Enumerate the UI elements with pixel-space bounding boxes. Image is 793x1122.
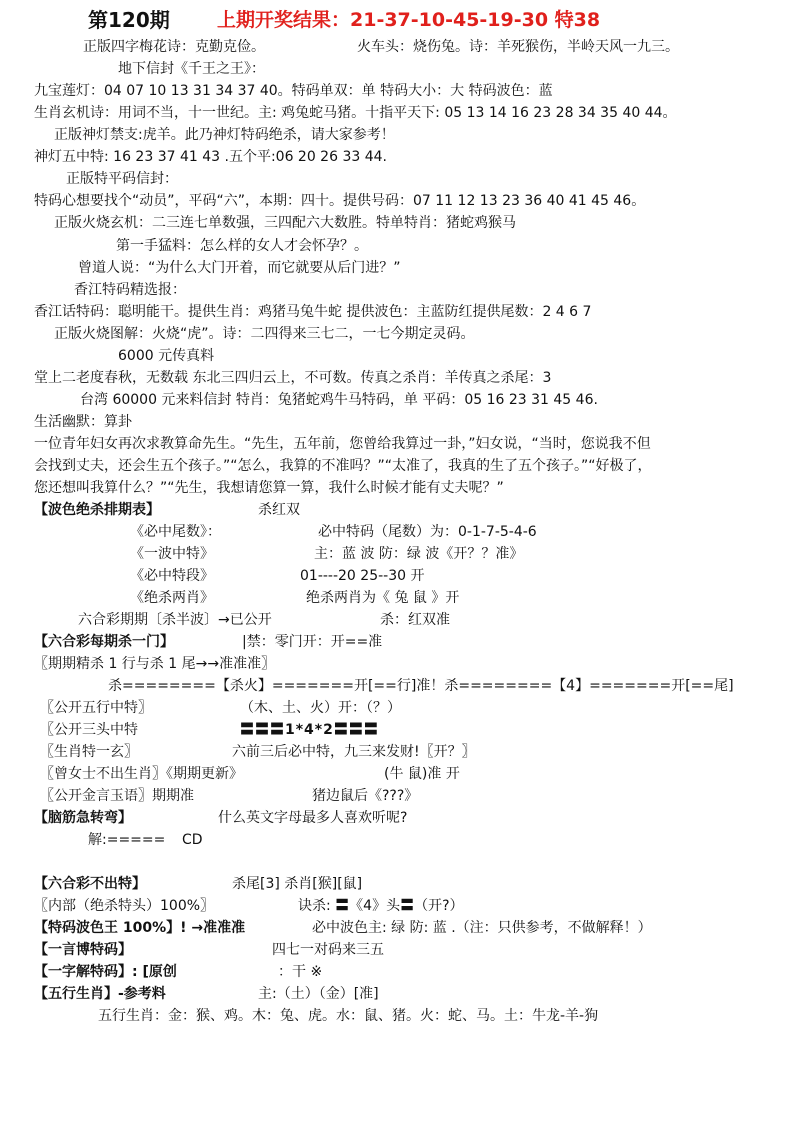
text-line: 会找到丈夫，还会生五个孩子。”“怎么，我算的不准吗？”“太准了，我真的生了五个孩子。”“好极了，: [34, 458, 652, 474]
text-line: 主:（土）（金）[准]: [258, 986, 379, 1002]
text-line: ：干 ※: [278, 964, 323, 980]
text-line: 曾道人说：“为什么大门开着，而它就要从后门进？”: [78, 260, 401, 276]
text-line: 您还想叫我算什么？”“先生，我想请您算一算，我什么时候才能有丈夫呢？”: [34, 480, 504, 496]
text-line: 地下信封《千王之王》：: [118, 61, 265, 77]
text-line: 四七一对码来三五: [272, 942, 384, 958]
section-heading: 【一言博特码】: [34, 942, 132, 958]
last-draw-result: 上期开奖结果：21-37-10-45-19-30 特38: [217, 9, 601, 31]
text-line: 01----20 25--30 开: [300, 568, 425, 584]
text-line: 六合彩期期〔杀半波〕→已公开: [78, 612, 272, 628]
text-line: 主：蓝 波 防：绿 波《开？？准》: [314, 546, 524, 562]
text-line: 五行生肖：金：猴、鸡。木：兔、虎。水：鼠、猪。火：蛇、马。土：牛龙-羊-狗: [98, 1008, 599, 1024]
text-line: 猪边鼠后《???》: [312, 788, 419, 804]
text-line: 〖期期精杀 1 行与杀 1 尾→→准准准〗: [34, 656, 276, 672]
text-line: 正版四字梅花诗：克勤克俭。: [83, 39, 265, 55]
section-heading: 【五行生肖】-参考料: [34, 986, 166, 1002]
text-line: 堂上二老度春秋，无数载 东北三四归云上，不可数。传真之杀肖：羊传真之杀尾：3: [34, 370, 552, 386]
text-line: 生活幽默：算卦: [34, 414, 132, 430]
text-line: 台湾 60000 元来料信封 特肖：兔猪蛇鸡牛马特码，单 平码：05 16 23 31 45 46.: [80, 392, 598, 408]
section-heading: 【脑筋急转弯】: [34, 810, 132, 826]
text-line: 6000 元传真料: [118, 348, 215, 364]
section-heading: 【特码波色王 100%】! →准准准: [34, 920, 246, 936]
text-line: 必中特码（尾数）为：0-1-7-5-4-6: [318, 524, 537, 540]
text-line: 什么英文字母最多人喜欢听呢?: [218, 810, 408, 826]
text-line: 神灯五中特: 16 23 37 41 43 .五个平:06 20 26 33 44.: [34, 149, 387, 165]
text-line: 第一手猛料：怎么样的女人才会怀孕？。: [116, 238, 368, 254]
text-line: 杀红双: [258, 502, 300, 518]
text-line: 绝杀两肖为《 兔 鼠 》开: [306, 590, 460, 606]
text-line: 香江特码精选报：: [74, 282, 186, 298]
text-line: 〖公开五行中特〗: [40, 700, 152, 716]
text-line: 〖生肖特一玄〗: [40, 744, 138, 760]
text-line: 杀：红双准: [380, 612, 450, 628]
section-heading: 【波色绝杀排期表】: [34, 502, 160, 518]
text-line: 〓〓〓1*4*2〓〓〓: [240, 722, 379, 738]
text-line: 〖内部（绝杀特头）100%〗: [34, 898, 215, 914]
text-line: 杀尾[3] 杀肖[猴][鼠]: [232, 876, 363, 892]
issue-number: 第120期: [88, 8, 170, 32]
text-line: 九宝莲灯：04 07 10 13 31 34 37 40。特码单双：单 特码大小：大 特码波色：蓝: [34, 83, 553, 99]
text-line: 生肖玄机诗：用词不当，十一世纪。主: 鸡兔蛇马猪。十指平天下: 05 13 14 16 23 28 34 35 40 44。: [34, 105, 677, 121]
text-line: 《一波中特》: [130, 546, 214, 562]
text-line: 《绝杀两肖》: [130, 590, 214, 606]
text-line: 香江话特码：聪明能干。提供生肖：鸡猪马兔牛蛇 提供波色：主蓝防红提供尾数：2 4 6 7: [34, 304, 592, 320]
text-line: 正版火烧图解：火烧“虎”。诗：二四得来三七二，一七今期定灵码。: [54, 326, 475, 342]
text-line: CD: [182, 832, 203, 848]
section-heading: 【六合彩每期杀一门】: [34, 634, 174, 650]
text-line: 《必中特段》: [130, 568, 214, 584]
text-line: |禁：零门开：开==准: [242, 634, 383, 650]
text-line: 必中波色主: 绿 防: 蓝 .（注：只供参考，不做解释！）: [312, 920, 652, 936]
text-line: （木、土、火）开：（？）: [240, 700, 401, 716]
section-heading: 【六合彩不出特】: [34, 876, 146, 892]
text-line: 《必中尾数》：: [130, 524, 221, 540]
section-heading: 【一字解特码】: [原创: [34, 964, 177, 980]
text-line: 正版神灯禁支:虎羊。此乃神灯特码绝杀，请大家参考！: [54, 127, 395, 143]
text-line: 正版火烧玄机：二三连七单数强，三四配六大数胜。特单特肖：猪蛇鸡猴马: [54, 215, 516, 231]
text-line: 一位青年妇女再次求教算命先生。“先生，五年前，您曾给我算过一卦，”妇女说，“当时，您说我不但: [34, 436, 651, 452]
text-line: 正版特平码信封：: [66, 171, 178, 187]
text-line: 六前三后必中特，九三来发财!〖开？〗: [232, 744, 476, 760]
text-line: 特码心想要找个“动员”，平码“六”，本期：四十。提供号码：07 11 12 13 23 36 40 41 45 46。: [34, 193, 646, 209]
text-line: 火车头：烧伤兔。诗：羊死猴伤，半岭天风一九三。: [357, 39, 679, 55]
text-line: 诀杀: 〓《4》头〓（开?）: [298, 898, 464, 914]
text-line: 解:=====: [88, 832, 166, 848]
text-line: 〖曾女士不出生肖〗《期期更新》: [40, 766, 243, 782]
text-line: 〖公开三头中特: [40, 722, 138, 738]
text-line: 〖公开金言玉语〗期期准: [40, 788, 194, 804]
text-line: 杀========【杀火】=======开[==行]准！杀========【4】=======开[==尾]: [108, 678, 734, 694]
text-line: (牛 鼠)准 开: [384, 766, 460, 782]
